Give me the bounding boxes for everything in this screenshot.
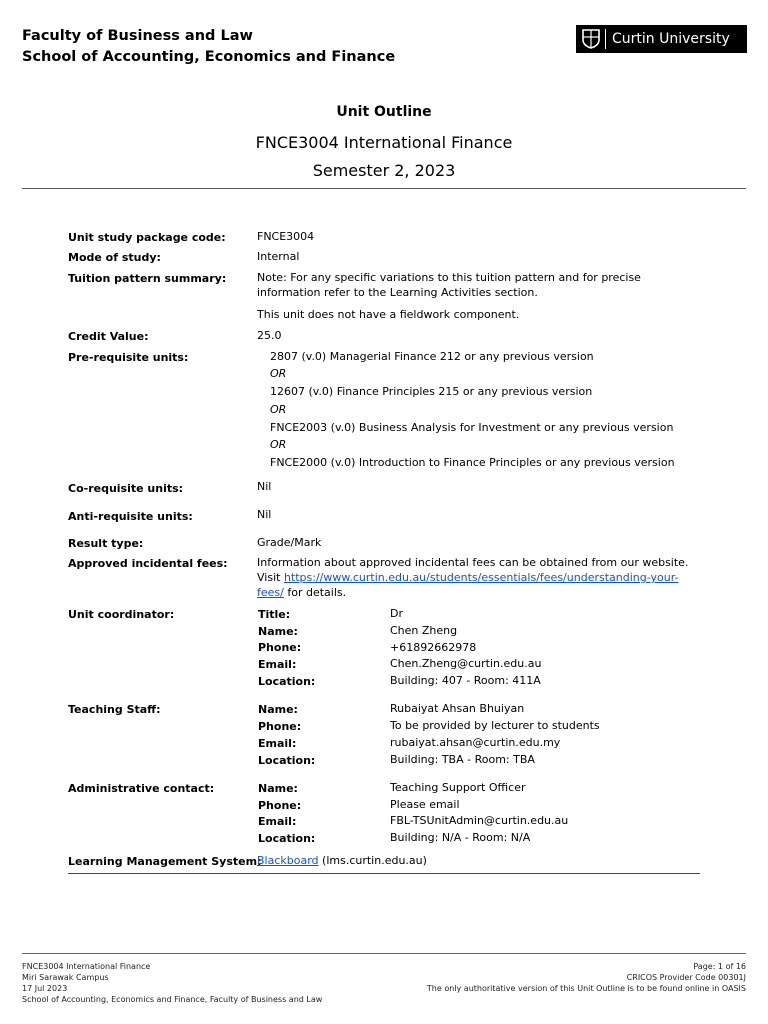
title-divider (22, 188, 746, 189)
prereq-or: OR (270, 403, 287, 416)
admin-label: Administrative contact: (68, 782, 215, 795)
coordinator-field: Phone: (258, 641, 302, 654)
coreq-label: Co-requisite units: (68, 482, 184, 495)
prereq-item: FNCE2000 (v.0) Introduction to Finance Principles or any previous version (270, 456, 675, 469)
coordinator-value: Dr (390, 607, 403, 620)
antireq-value: Nil (257, 508, 272, 521)
teaching-value: To be provided by lecturer to students (390, 719, 600, 732)
doc-type: Unit Outline (336, 104, 432, 120)
teaching-label: Teaching Staff: (68, 703, 161, 716)
logo-divider (605, 29, 606, 49)
coreq-value: Nil (257, 480, 272, 493)
teaching-value: Rubaiyat Ahsan Bhuiyan (390, 702, 525, 715)
teaching-field: Phone: (258, 720, 302, 733)
tuition-line-2: information refer to the Learning Activities section. (257, 286, 538, 299)
prereq-item: FNCE2003 (v.0) Business Analysis for Investment or any previous version (270, 421, 674, 434)
admin-field: Location: (258, 832, 316, 845)
coordinator-email: Chen.Zheng@curtin.edu.au (390, 657, 542, 670)
prereq-label: Pre-requisite units: (68, 351, 189, 364)
coordinator-value: +61892662978 (390, 641, 477, 654)
teaching-field: Email: (258, 737, 297, 750)
logo-text: Curtin University (612, 31, 730, 47)
footer-school: School of Accounting, Economics and Finance, Faculty of Business and Law (22, 995, 323, 1004)
credit-label: Credit Value: (68, 330, 149, 343)
mode-label: Mode of study: (68, 251, 161, 264)
school-name: School of Accounting, Economics and Finance (22, 49, 396, 65)
footer-divider (22, 953, 746, 954)
authoritative-note: The only authoritative version of this Unit Outline is to be found online in OASIS (426, 984, 746, 993)
mode-value: Internal (257, 250, 300, 263)
fees-line-3 (257, 586, 346, 599)
coordinator-field: Name: (258, 625, 298, 638)
cricos-code: CRICOS Provider Code 00301J (626, 973, 746, 982)
tuition-label: Tuition pattern summary: (68, 272, 227, 285)
lms-value (257, 854, 427, 867)
coordinator-field: Location: (258, 675, 316, 688)
fees-line-2 (257, 571, 679, 584)
fees-link-continued[interactable]: fees/ (257, 586, 284, 599)
prereq-item: 12607 (v.0) Finance Principles 215 or any previous version (270, 385, 593, 398)
coordinator-field: Title: (258, 608, 291, 621)
fees-label: Approved incidental fees: (68, 557, 228, 570)
coordinator-field: Email: (258, 658, 297, 671)
antireq-label: Anti-requisite units: (68, 510, 193, 523)
fieldwork-note: This unit does not have a fieldwork component. (257, 308, 520, 321)
faculty-name: Faculty of Business and Law (22, 28, 253, 44)
crest-icon (582, 29, 600, 49)
prereq-item: 2807 (v.0) Managerial Finance 212 or any previous version (270, 350, 594, 363)
teaching-field: Location: (258, 754, 316, 767)
package-code: FNCE3004 (257, 230, 315, 243)
result-label: Result type: (68, 537, 144, 550)
prereq-or: OR (270, 367, 287, 380)
page-number: Page: 1 of 16 (693, 962, 746, 971)
credit-value: 25.0 (257, 329, 282, 342)
prereq-or: OR (270, 438, 287, 451)
teaching-field: Name: (258, 703, 298, 716)
fees-visit: Visit (257, 571, 284, 584)
unit-title: FNCE3004 International Finance (255, 133, 513, 152)
curtin-logo (576, 25, 747, 53)
footer-date: 17 Jul 2023 (22, 984, 68, 993)
fees-line-1: Information about approved incidental fees can be obtained from our website. (257, 556, 689, 569)
package-code-label: Unit study package code: (68, 231, 226, 244)
admin-email: FBL-TSUnitAdmin@curtin.edu.au (390, 814, 569, 827)
fees-link[interactable]: https://www.curtin.edu.au/students/essentials/fees/understanding-your- (283, 571, 679, 584)
table-bottom-rule (68, 873, 700, 874)
blackboard-link[interactable]: Blackboard (257, 854, 319, 867)
admin-field: Email: (258, 815, 297, 828)
coordinator-label: Unit coordinator: (68, 608, 175, 621)
teaching-value: Building: TBA - Room: TBA (390, 753, 535, 766)
teaching-email: rubaiyat.ahsan@curtin.edu.my (390, 736, 561, 749)
admin-value: Teaching Support Officer (390, 781, 526, 794)
admin-field: Phone: (258, 799, 302, 812)
semester: Semester 2, 2023 (312, 161, 456, 180)
admin-value: Please email (390, 798, 460, 811)
lms-label: Learning Management System: (68, 855, 262, 868)
footer-unit: FNCE3004 International Finance (22, 962, 151, 971)
admin-field: Name: (258, 782, 298, 795)
lms-url: (lms.curtin.edu.au) (318, 854, 427, 867)
result-value: Grade/Mark (257, 536, 322, 549)
tuition-line-1: Note: For any specific variations to this tuition pattern and for precise (257, 271, 641, 284)
fees-tail: for details. (283, 586, 347, 599)
coordinator-value: Chen Zheng (390, 624, 458, 637)
admin-value: Building: N/A - Room: N/A (390, 831, 531, 844)
footer-campus: Miri Sarawak Campus (22, 973, 109, 982)
coordinator-value: Building: 407 - Room: 411A (390, 674, 541, 687)
